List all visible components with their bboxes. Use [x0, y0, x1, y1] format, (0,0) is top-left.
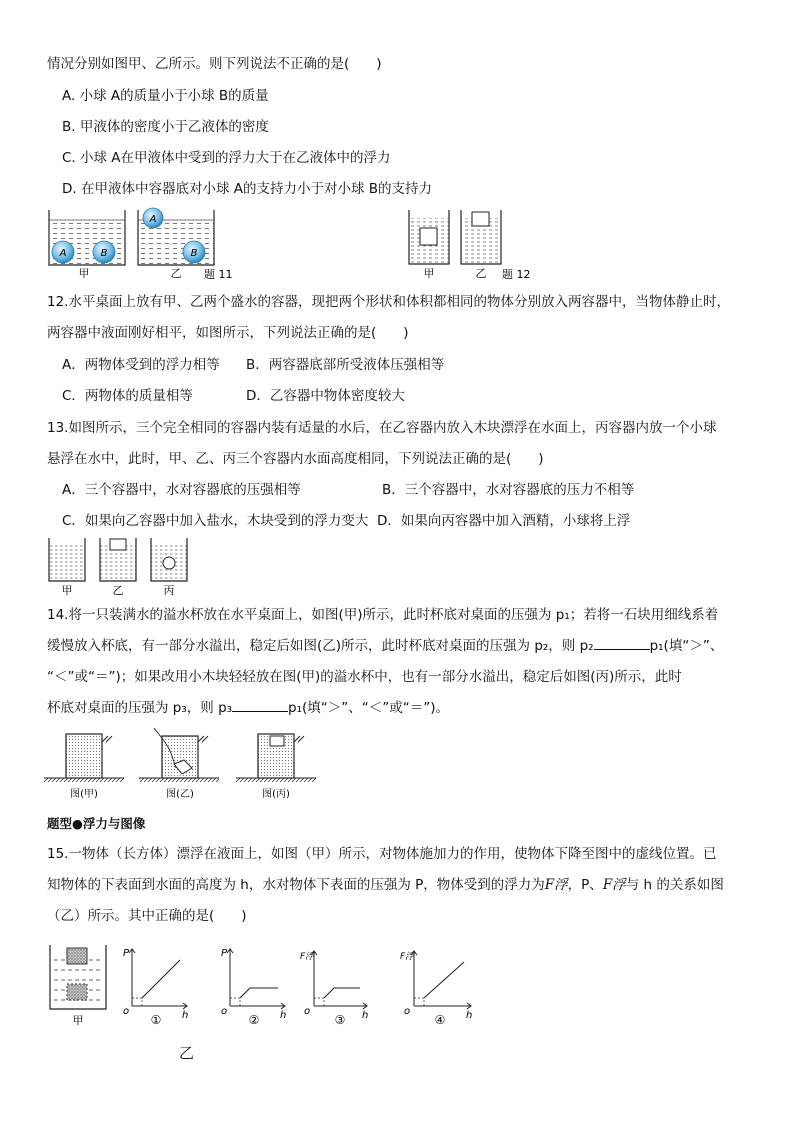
q12-object-jia: [420, 228, 437, 245]
svg-text:h: h: [182, 1010, 189, 1021]
svg-text:图(丙): 图(丙): [262, 789, 290, 800]
svg-text:甲: 甲: [72, 1014, 84, 1027]
q12-stem-1: 12.水平桌面上放有甲、乙两个盛水的容器，现把两个形状和体积都相同的物体分别放入两容器中，当物体静止时，: [47, 294, 730, 310]
q12-caption: 题 12: [502, 268, 531, 281]
svg-text:F浮: F浮: [300, 952, 315, 962]
q15-figure-yi-label: 乙: [179, 1044, 195, 1062]
svg-text:B: B: [190, 248, 198, 259]
q14-line-2: 缓慢放入杯底，有一部分水溢出，稳定后如图(乙)所示，此时杯底对桌面的压强为 p₂，则 p₂ p₁(填“＞”、: [47, 638, 724, 654]
q12-option-a[interactable]: A．两物体受到的浮力相等: [62, 357, 220, 373]
svg-text:h: h: [362, 1010, 369, 1021]
svg-text:P: P: [123, 948, 130, 959]
svg-text:o: o: [221, 1006, 228, 1017]
q15-graph-1-curve: [142, 960, 180, 998]
q13-stem-2: 悬浮在水中，此时，甲、乙、丙三个容器内水面高度相同，下列说法正确的是( ): [47, 451, 544, 467]
svg-text:图(甲): 图(甲): [70, 789, 98, 800]
q15-line-3: （乙）所示。其中正确的是( ): [47, 908, 247, 924]
q13-option-c[interactable]: C．如果向乙容器中加入盐水，木块受到的浮力变大: [62, 513, 369, 529]
svg-text:h: h: [280, 1010, 287, 1021]
q12-object-yi: [472, 212, 489, 226]
q15-figure-jia: [44, 940, 114, 1030]
q15-object-dashed: [67, 984, 87, 1000]
q15-graph-1: [122, 942, 194, 1028]
svg-text:h: h: [466, 1010, 473, 1021]
q11-figure: [44, 206, 254, 286]
q13-stem-1: 13.如图所示，三个完全相同的容器内装有适量的水后，在乙容器内放入木块漂浮在水面上，丙容器内放一个小球: [47, 420, 717, 436]
q11-ball-a-label: A: [59, 248, 67, 259]
section-heading: 题型●浮力与图像: [47, 816, 146, 831]
svg-text:④: ④: [434, 1013, 446, 1027]
q15-graph-2: [220, 942, 292, 1028]
q11-label-jia: 甲: [78, 267, 90, 280]
q14-line-1: 14.将一只装满水的溢水杯放在水平桌面上，如图(甲)所示，此时杯底对桌面的压强为 p₁；若将一石块用细线系着: [47, 607, 719, 623]
q15-line-2: 知物体的下表面到水面的高度为 h，水对物体下表面的压强为 P，物体受到的浮力为F浮，P、F浮与 h 的关系如图: [47, 877, 724, 893]
q14-line-4: 杯底对桌面的压强为 p₃，则 p₃ p₁(填“＞”、“＜”或“＝”)。: [47, 700, 450, 716]
q11-option-b[interactable]: B. 甲液体的密度小于乙液体的密度: [62, 119, 269, 135]
svg-text:③: ③: [334, 1013, 346, 1027]
q14-blank-2[interactable]: [232, 699, 288, 712]
q11-stem: 情况分别如图甲、乙所示。则下列说法不正确的是( ): [47, 56, 382, 72]
q15-graph-2-curve: [240, 988, 278, 998]
q15-f-buoy: F浮: [544, 877, 568, 893]
svg-text:①: ①: [150, 1013, 162, 1027]
svg-text:甲: 甲: [61, 584, 73, 597]
svg-text:o: o: [404, 1006, 411, 1017]
q12-option-d[interactable]: D．乙容器中物体密度较大: [246, 388, 405, 404]
q14-blank-1[interactable]: [594, 637, 650, 650]
q15-line-1: 15.一物体（长方体）漂浮在液面上，如图（甲）所示，对物体施加力的作用，使物体下降至图中的虚线位置。已: [47, 846, 717, 862]
q14-wood-block: [270, 736, 284, 746]
q12-stem-2: 两容器中液面刚好相平，如图所示，下列说法正确的是( ): [47, 325, 409, 341]
q15-graph-3: [300, 942, 372, 1028]
q11-caption: 题 11: [204, 268, 233, 281]
q13-option-b[interactable]: B．三个容器中，水对容器底的压力不相等: [382, 482, 635, 498]
q13-option-a[interactable]: A．三个容器中，水对容器底的压强相等: [62, 482, 301, 498]
q11-label-yi: 乙: [170, 267, 182, 280]
q13-figure: [44, 536, 204, 598]
svg-text:B: B: [100, 248, 108, 259]
svg-text:P: P: [221, 948, 228, 959]
svg-text:②: ②: [248, 1013, 260, 1027]
svg-text:F浮: F浮: [400, 952, 415, 962]
svg-text:o: o: [123, 1006, 130, 1017]
q15-object: [67, 948, 87, 964]
q13-wood-block: [110, 539, 126, 550]
q14-line-3: “＜”或“＝”)；如果改用小木块轻轻放在图(甲)的溢水杯中，也有一部分水溢出，稳定后如图(丙)所示，此时: [47, 669, 682, 685]
svg-text:乙: 乙: [112, 584, 124, 597]
q12-option-b[interactable]: B．两容器底部所受液体压强相等: [246, 357, 445, 373]
q12-option-c[interactable]: C．两物体的质量相等: [62, 388, 193, 404]
svg-text:o: o: [304, 1006, 311, 1017]
q11-option-a[interactable]: A. 小球 A的质量小于小球 B的质量: [62, 88, 269, 104]
q15-graph-4: [400, 942, 476, 1028]
svg-text:甲: 甲: [423, 267, 435, 280]
svg-text:丙: 丙: [163, 584, 175, 597]
svg-text:A: A: [149, 214, 157, 225]
q13-ball: [163, 557, 175, 569]
svg-text:图(乙): 图(乙): [166, 789, 194, 800]
q15-graph-3-curve: [324, 988, 360, 998]
q11-option-d[interactable]: D. 在甲液体中容器底对小球 A的支持力小于对小球 B的支持力: [62, 181, 433, 197]
q11-option-c[interactable]: C. 小球 A在甲液体中受到的浮力大于在乙液体中的浮力: [62, 150, 391, 166]
svg-text:乙: 乙: [475, 267, 487, 280]
q14-figure: [44, 726, 314, 804]
q15-graph-4-curve: [424, 962, 464, 998]
q12-figure: [404, 208, 554, 284]
q13-option-d[interactable]: D．如果向丙容器中加入酒精，小球将上浮: [377, 513, 631, 529]
